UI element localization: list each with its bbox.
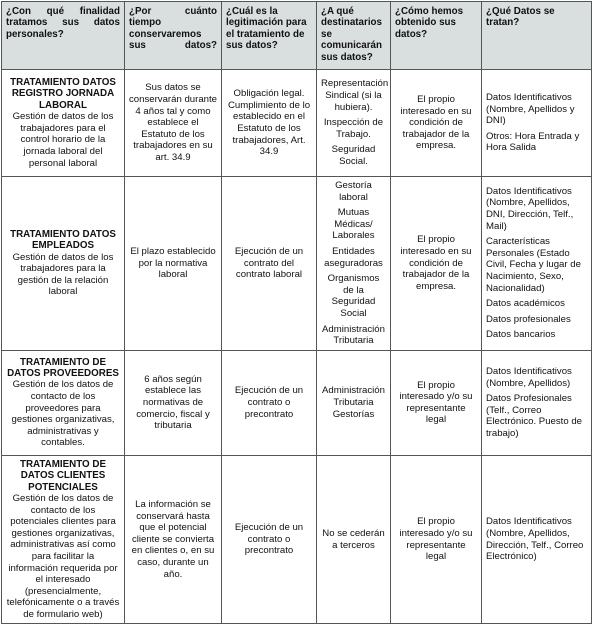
retention-cell: 6 años según establece las normativas de comercio, fiscal y tributaria xyxy=(125,350,222,455)
purpose-description: Gestión de los datos de contacto de los potenciales clientes para gestiones organizativas, administrativas así como para facilitar la información requerida por el interesado (presencialmente, telefónicamente o a través de formulario web) xyxy=(6,492,120,620)
recipient-item: Administración Tributaria xyxy=(322,323,385,347)
data-type-item: Datos Profesionales (Telf., Correo Electrónico. Puesto de trabajo) xyxy=(486,393,582,439)
data-type-item: Datos profesionales xyxy=(486,313,571,325)
recipient-item: Entidades aseguradoras xyxy=(324,245,383,269)
recipient-item: No se cederán a terceros xyxy=(322,528,385,551)
retention-cell: Sus datos se conservarán durante 4 años tal y como establece el Estatuto de los trabajadores en su art. 34.9 xyxy=(125,70,222,177)
header-source: ¿Cómo hemos obtenido sus datos? xyxy=(391,2,482,70)
purpose-cell xyxy=(2,350,125,455)
purpose-description: Gestión de datos de los trabajadores para el control horario de la jornada laboral del personal laboral xyxy=(12,111,114,169)
header-row xyxy=(2,2,592,70)
source-cell: El propio interesado y/o su representante legal xyxy=(391,350,482,455)
header-retention: ¿Por cuánto tiempo conservaremos sus datos? xyxy=(125,2,222,70)
recipients-cell xyxy=(317,350,391,455)
source-cell: El propio interesado en su condición de trabajador de la empresa. xyxy=(391,177,482,351)
legitimation-cell: Ejecución de un contrato o precontrato xyxy=(222,455,317,624)
data-type-item: Datos Identificativos (Nombre, Apellidos, Dirección, Telf., Correo Electrónico) xyxy=(486,516,584,563)
purpose-title: TRATAMIENTO DATOS REGISTRO JORNADA LABORAL xyxy=(10,76,116,111)
header-purpose: ¿Con qué finalidad tratamos sus datos personales? xyxy=(2,2,125,70)
recipient-item: Mutuas Médicas/ Laborales xyxy=(332,207,375,242)
recipient-item: Representación Sindical (si la hubiera). xyxy=(321,78,389,113)
data-types-cell xyxy=(482,70,592,177)
purpose-cell xyxy=(2,70,125,177)
recipient-item: Seguridad Social. xyxy=(331,144,376,167)
source-cell: El propio interesado en su condición de trabajador de la empresa. xyxy=(391,70,482,177)
recipient-item: Gestorías xyxy=(332,408,375,420)
table-row xyxy=(2,70,592,177)
legitimation-cell: Ejecución de un contrato o precontrato xyxy=(222,350,317,455)
recipient-item: Inspección de Trabajo. xyxy=(323,117,384,140)
data-type-item: Datos bancarios xyxy=(486,329,556,341)
purpose-cell xyxy=(2,455,125,624)
data-type-item: Datos Identificativos (Nombre, Apellidos) xyxy=(486,365,572,389)
header-recipients: ¿A qué destinatarios se comunicarán sus datos? xyxy=(317,2,391,70)
source-cell: El propio interesado y/o su representante legal xyxy=(391,455,482,624)
purpose-description: Gestión de datos de los trabajadores para la gestión de la relación laboral xyxy=(12,251,114,298)
purpose-title: TRATAMIENTO DATOS EMPLEADOS xyxy=(10,228,116,252)
table-row xyxy=(2,350,592,455)
purpose-cell xyxy=(2,177,125,351)
data-types-cell xyxy=(482,350,592,455)
retention-cell: La información se conservará hasta que el potencial cliente se convierta en clientes o, en su caso, durante un año. xyxy=(125,455,222,624)
recipients-cell xyxy=(317,177,391,351)
data-types-cell xyxy=(482,455,592,624)
recipient-item: Organismos de la Seguridad Social xyxy=(327,273,380,319)
table-row xyxy=(2,177,592,351)
recipients-cell xyxy=(317,70,391,177)
table-row xyxy=(2,455,592,624)
header-legitimation: ¿Cuál es la legitimación para el tratamiento de sus datos? xyxy=(222,2,317,70)
data-type-item: Otros: Hora Entrada y Hora Salida xyxy=(486,130,580,154)
data-type-item: Datos Identificativos (Nombre, Apellidos, DNI, Dirección, Telf., Mail) xyxy=(486,185,574,232)
purpose-title: TRATAMIENTO DE DATOS CLIENTES POTENCIALES xyxy=(20,458,106,493)
data-type-item: Datos académicos xyxy=(486,298,565,310)
data-type-item: Datos Identificativos (Nombre, Apellidos y DNI) xyxy=(486,92,575,127)
legitimation-cell: Obligación legal. Cumplimiento de lo establecido en el Estatuto de los trabajadores, Art. 34.9 xyxy=(222,70,317,177)
header-data-types: ¿Qué Datos se tratan? xyxy=(482,2,592,70)
recipient-item: Administración Tributaria xyxy=(322,385,385,408)
recipients-cell xyxy=(317,455,391,624)
data-type-item: Características Personales (Estado Civil, Fecha y lugar de Nacimiento, Sexo, Nacionalidad) xyxy=(486,236,581,294)
privacy-info-table xyxy=(1,1,592,624)
data-types-cell xyxy=(482,177,592,351)
recipient-item: Gestoría laboral xyxy=(335,180,372,203)
purpose-description: Gestión de los datos de contacto de los proveedores para gestiones organizativas, administrativas y contables. xyxy=(11,379,115,449)
purpose-title: TRATAMIENTO DE DATOS PROVEEDORES xyxy=(7,356,119,379)
retention-cell: El plazo establecido por la normativa laboral xyxy=(125,177,222,351)
legitimation-cell: Ejecución de un contrato del contrato laboral xyxy=(222,177,317,351)
